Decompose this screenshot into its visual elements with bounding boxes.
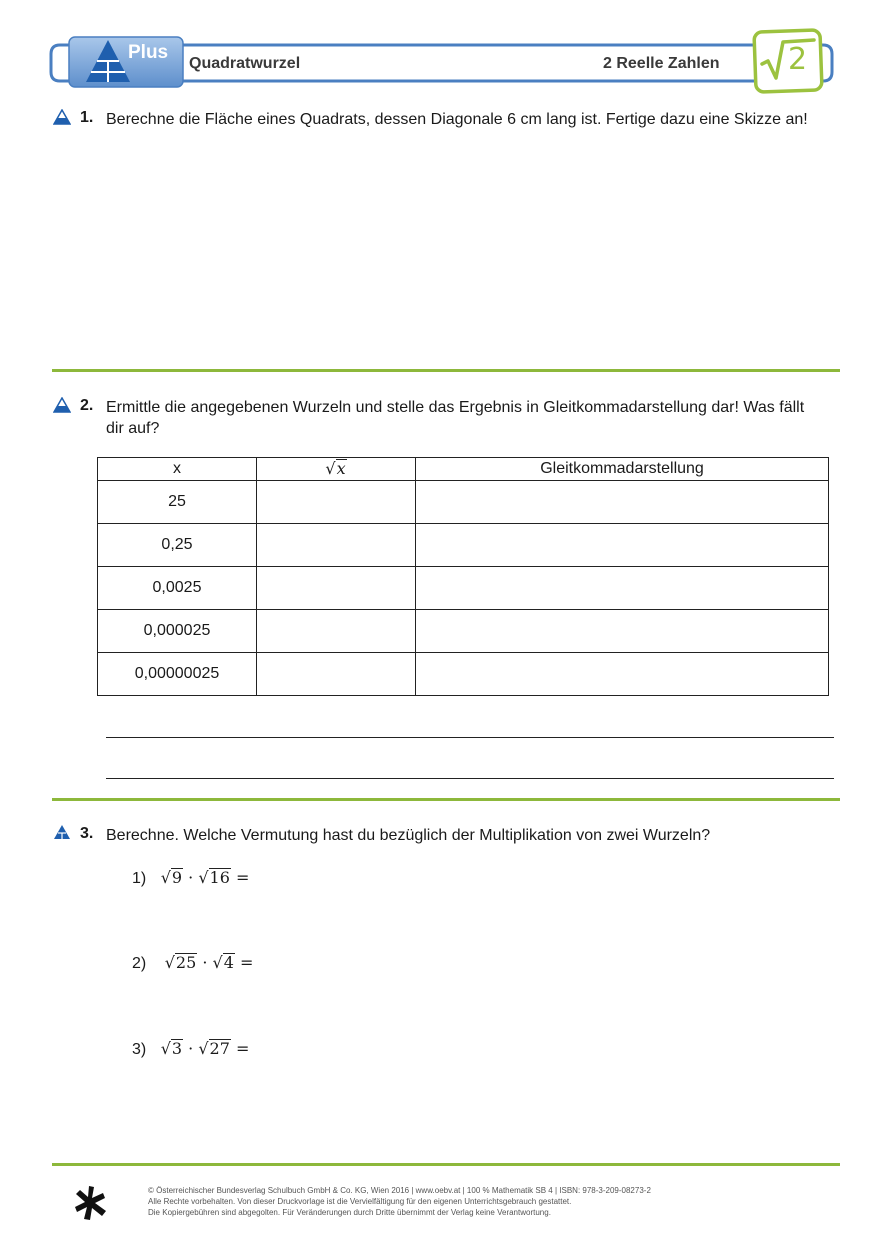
radicand: 3 xyxy=(171,1039,183,1058)
header-sqrt-x: √x xyxy=(257,458,416,481)
answer-line[interactable] xyxy=(106,778,834,779)
radicand: 16 xyxy=(209,868,230,887)
header-x: x xyxy=(98,458,257,481)
footer-line-3: Die Kopiergebühren sind abgegolten. Für Veränderungen durch Dritte übernimmt der Verlag keine Verantwortung. xyxy=(148,1208,551,1217)
sqrt-answer-cell[interactable] xyxy=(257,567,416,610)
task-1-text: Berechne die Fläche eines Quadrats, dessen Diagonale 6 cm lang ist. Fertige dazu eine Skizze an! xyxy=(106,111,808,128)
header-float: Gleitkommadarstellung xyxy=(416,458,829,481)
float-answer-cell[interactable] xyxy=(416,567,829,610)
table-row xyxy=(98,524,829,567)
equals-sign: = xyxy=(240,953,254,972)
plus-logo xyxy=(68,36,184,88)
sqrt-x-radicand: x xyxy=(336,459,346,478)
sqrt-answer-cell[interactable] xyxy=(257,524,416,567)
row-x-value: 0,00000025 xyxy=(98,653,257,696)
radicand: 25 xyxy=(175,953,197,972)
pyramid-outline-icon xyxy=(53,397,71,413)
section-divider xyxy=(52,798,840,801)
expression-label: 2) xyxy=(132,955,147,972)
footer-line-1: © Österreichischer Bundesverlag Schulbuch GmbH & Co. KG, Wien 2016 | www.oebv.at | 100 % Mathematik SB 4 | ISBN: 978-3-209-08273-2 xyxy=(148,1186,651,1195)
page-title: Quadratwurzel xyxy=(189,55,301,72)
expression-label: 3) xyxy=(132,1041,147,1058)
sqrt-answer-cell[interactable] xyxy=(257,481,416,524)
section-divider xyxy=(52,369,840,372)
float-answer-cell[interactable] xyxy=(416,653,829,696)
badge-digit: 2 xyxy=(788,42,808,77)
pyramid-outline-icon xyxy=(53,109,71,125)
sqrt-badge xyxy=(752,28,824,94)
radicand: 4 xyxy=(223,953,234,972)
footer-line-2: Alle Rechte vorbehalten. Von dieser Druckvorlage ist die Vervielfältigung für den eigenen Unterrichtsgebrauch gestattet. xyxy=(148,1197,572,1206)
row-x-value: 0,25 xyxy=(98,524,257,567)
footer-copyright xyxy=(148,1185,651,1218)
table-row xyxy=(98,610,829,653)
row-x-value: 25 xyxy=(98,481,257,524)
task-2-text: Ermittle die angegebenen Wurzeln und stelle das Ergebnis in Gleitkommadarstellung dar! Was fällt dir auf? xyxy=(106,399,805,437)
expression-2: 2) √25 · √4 = xyxy=(132,953,254,972)
table-header-row xyxy=(98,458,829,481)
multiply-operator: · xyxy=(202,953,208,972)
footer-divider xyxy=(52,1163,840,1166)
radicand: 9 xyxy=(171,868,183,887)
row-x-value: 0,000025 xyxy=(98,610,257,653)
table-row xyxy=(98,653,829,696)
radicand: 27 xyxy=(209,1039,230,1058)
row-x-value: 0,0025 xyxy=(98,567,257,610)
table-row xyxy=(98,567,829,610)
task-3-text: Berechne. Welche Vermutung hast du bezüglich der Multiplikation von zwei Wurzeln? xyxy=(106,827,711,844)
expression-1: 1) √9 · √16 = xyxy=(132,868,250,887)
equals-sign: = xyxy=(236,1039,250,1058)
float-answer-cell[interactable] xyxy=(416,610,829,653)
float-answer-cell[interactable] xyxy=(416,481,829,524)
task-3-number: 3. xyxy=(80,825,94,842)
expression-label: 1) xyxy=(132,870,147,887)
equals-sign: = xyxy=(236,868,250,887)
pyramid-filled-icon xyxy=(53,824,71,840)
multiply-operator: · xyxy=(188,1039,194,1058)
oebv-logo-icon xyxy=(72,1184,110,1222)
task-2-number: 2. xyxy=(80,397,94,414)
float-answer-cell[interactable] xyxy=(416,524,829,567)
task-1-number: 1. xyxy=(80,109,94,126)
root-table xyxy=(97,457,829,696)
multiply-operator: · xyxy=(188,868,194,887)
sqrt-answer-cell[interactable] xyxy=(257,653,416,696)
answer-line[interactable] xyxy=(106,737,834,738)
table-row xyxy=(98,481,829,524)
chapter-title: 2 Reelle Zahlen xyxy=(603,55,720,72)
sqrt-answer-cell[interactable] xyxy=(257,610,416,653)
expression-3: 3) √3 · √27 = xyxy=(132,1039,250,1058)
logo-text: Plus xyxy=(128,42,169,63)
